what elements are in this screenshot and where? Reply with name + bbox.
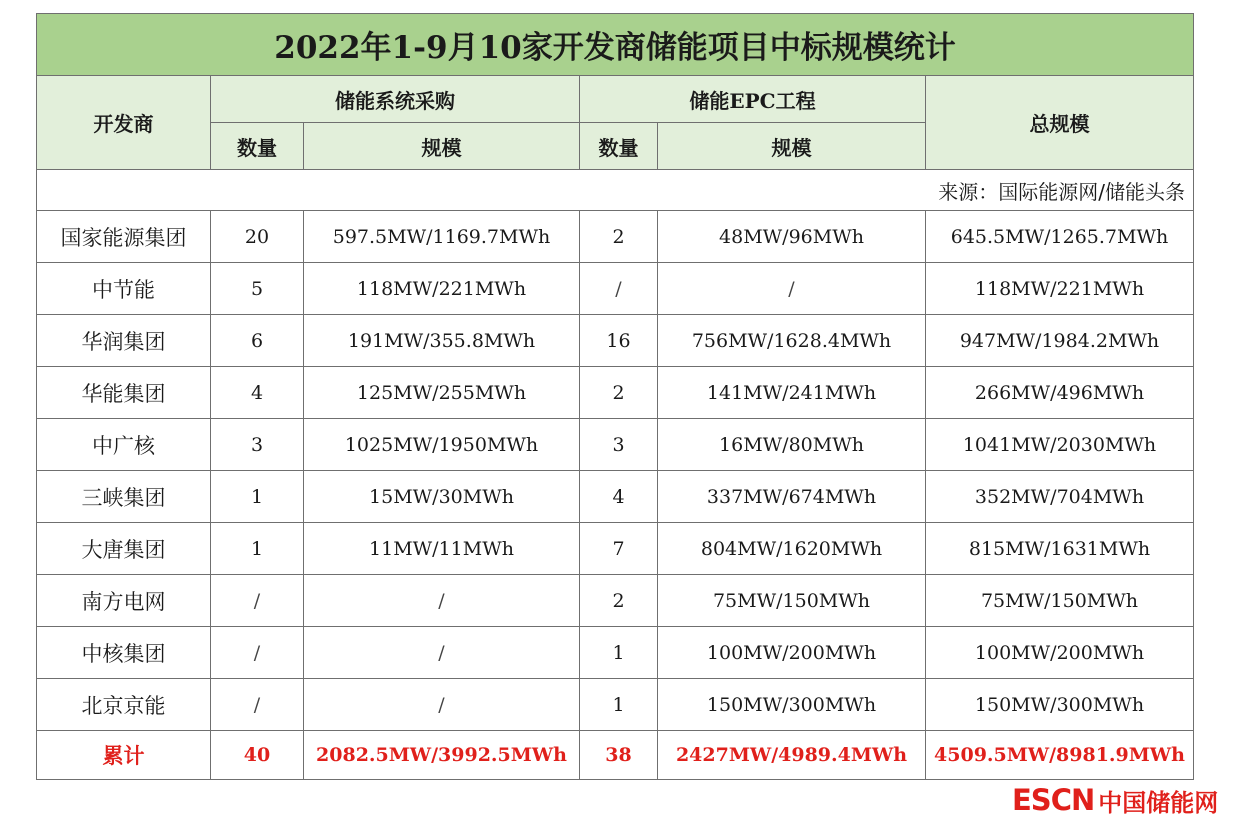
developer-cell: 北京京能 xyxy=(37,679,211,731)
header-epc-count: 数量 xyxy=(580,123,658,170)
epc-count-cell: 2 xyxy=(580,211,658,263)
header-total-scale: 总规模 xyxy=(926,76,1194,170)
epc-count-cell: 16 xyxy=(580,315,658,367)
epc-scale-cell: / xyxy=(658,263,926,315)
table-row xyxy=(37,679,1194,731)
epc-scale-cell: 2427MW/4989.4MWh xyxy=(658,731,926,780)
sys-count-cell: / xyxy=(211,679,304,731)
header-epc-scale: 规模 xyxy=(658,123,926,170)
total-scale-cell: 266MW/496MWh xyxy=(926,367,1194,419)
statistics-table xyxy=(36,13,1194,780)
table-row xyxy=(37,471,1194,523)
escn-logo xyxy=(1012,783,1218,817)
developer-cell: 中广核 xyxy=(37,419,211,471)
epc-scale-cell: 337MW/674MWh xyxy=(658,471,926,523)
epc-count-cell: 7 xyxy=(580,523,658,575)
epc-count-cell: 38 xyxy=(580,731,658,780)
epc-count-cell: 2 xyxy=(580,575,658,627)
table-row xyxy=(37,367,1194,419)
epc-scale-cell: 150MW/300MWh xyxy=(658,679,926,731)
developer-cell: 华能集团 xyxy=(37,367,211,419)
epc-count-cell: 3 xyxy=(580,419,658,471)
developer-cell: 中核集团 xyxy=(37,627,211,679)
sys-scale-cell: / xyxy=(304,627,580,679)
epc-scale-cell: 100MW/200MWh xyxy=(658,627,926,679)
epc-scale-cell: 756MW/1628.4MWh xyxy=(658,315,926,367)
header-system-procurement: 储能系统采购 xyxy=(211,76,580,123)
table-row xyxy=(37,575,1194,627)
sys-scale-cell: 1025MW/1950MWh xyxy=(304,419,580,471)
sys-count-cell: 3 xyxy=(211,419,304,471)
total-scale-cell: 118MW/221MWh xyxy=(926,263,1194,315)
epc-scale-cell: 804MW/1620MWh xyxy=(658,523,926,575)
epc-scale-cell: 48MW/96MWh xyxy=(658,211,926,263)
epc-count-cell: 1 xyxy=(580,627,658,679)
table-row xyxy=(37,211,1194,263)
total-scale-cell: 75MW/150MWh xyxy=(926,575,1194,627)
epc-scale-cell: 16MW/80MWh xyxy=(658,419,926,471)
developer-cell: 三峡集团 xyxy=(37,471,211,523)
total-row xyxy=(37,731,1194,780)
total-scale-cell: 352MW/704MWh xyxy=(926,471,1194,523)
table-row xyxy=(37,523,1194,575)
developer-cell: 国家能源集团 xyxy=(37,211,211,263)
sys-scale-cell: 597.5MW/1169.7MWh xyxy=(304,211,580,263)
sys-count-cell: 20 xyxy=(211,211,304,263)
table-row xyxy=(37,263,1194,315)
sys-count-cell: 6 xyxy=(211,315,304,367)
source-note: 来源：国际能源网/储能头条 xyxy=(37,170,1194,211)
total-scale-cell: 100MW/200MWh xyxy=(926,627,1194,679)
total-scale-cell: 815MW/1631MWh xyxy=(926,523,1194,575)
epc-count-cell: 2 xyxy=(580,367,658,419)
sys-scale-cell: 2082.5MW/3992.5MWh xyxy=(304,731,580,780)
developer-cell: 累计 xyxy=(37,731,211,780)
total-scale-cell: 645.5MW/1265.7MWh xyxy=(926,211,1194,263)
sys-scale-cell: / xyxy=(304,679,580,731)
developer-cell: 南方电网 xyxy=(37,575,211,627)
sys-count-cell: / xyxy=(211,575,304,627)
sys-scale-cell: 118MW/221MWh xyxy=(304,263,580,315)
header-sys-scale: 规模 xyxy=(304,123,580,170)
developer-cell: 华润集团 xyxy=(37,315,211,367)
sys-scale-cell: 11MW/11MWh xyxy=(304,523,580,575)
table-row xyxy=(37,627,1194,679)
sys-count-cell: / xyxy=(211,627,304,679)
header-epc: 储能EPC工程 xyxy=(580,76,926,123)
table-row xyxy=(37,419,1194,471)
logo-latin: ESCN xyxy=(1012,783,1095,817)
sys-count-cell: 5 xyxy=(211,263,304,315)
total-scale-cell: 4509.5MW/8981.9MWh xyxy=(926,731,1194,780)
developer-cell: 中节能 xyxy=(37,263,211,315)
epc-count-cell: 4 xyxy=(580,471,658,523)
table-title: 2022年1-9月10家开发商储能项目中标规模统计 xyxy=(37,14,1194,76)
table-row xyxy=(37,315,1194,367)
epc-scale-cell: 75MW/150MWh xyxy=(658,575,926,627)
sys-scale-cell: 191MW/355.8MWh xyxy=(304,315,580,367)
sys-count-cell: 40 xyxy=(211,731,304,780)
sys-scale-cell: 125MW/255MWh xyxy=(304,367,580,419)
header-sys-count: 数量 xyxy=(211,123,304,170)
sys-count-cell: 1 xyxy=(211,471,304,523)
sys-count-cell: 1 xyxy=(211,523,304,575)
total-scale-cell: 150MW/300MWh xyxy=(926,679,1194,731)
total-scale-cell: 947MW/1984.2MWh xyxy=(926,315,1194,367)
sys-count-cell: 4 xyxy=(211,367,304,419)
epc-count-cell: / xyxy=(580,263,658,315)
header-developer: 开发商 xyxy=(37,76,211,170)
sys-scale-cell: / xyxy=(304,575,580,627)
developer-cell: 大唐集团 xyxy=(37,523,211,575)
logo-chinese: 中国储能网 xyxy=(1098,788,1219,817)
total-scale-cell: 1041MW/2030MWh xyxy=(926,419,1194,471)
epc-scale-cell: 141MW/241MWh xyxy=(658,367,926,419)
epc-count-cell: 1 xyxy=(580,679,658,731)
sys-scale-cell: 15MW/30MWh xyxy=(304,471,580,523)
